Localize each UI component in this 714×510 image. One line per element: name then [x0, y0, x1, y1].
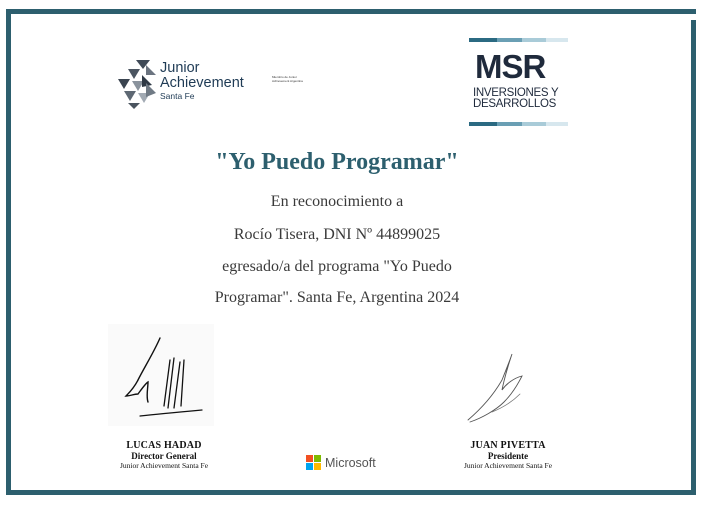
left-signer — [96, 440, 232, 471]
msr-top-bar — [469, 38, 568, 42]
msr-logo — [469, 38, 568, 126]
junior-achievement-logo — [116, 59, 316, 109]
msr-wordmark: MSR — [475, 48, 546, 85]
microsoft-wordmark: Microsoft — [325, 455, 376, 470]
left-signer-name: LUCAS HADAD — [126, 440, 202, 451]
ja-member-note: Miembro de Junior Achievement Argentina — [272, 75, 303, 83]
left-signature — [108, 324, 214, 426]
right-signer-org: Junior Achievement Santa Fe — [463, 461, 553, 470]
program-line-2: Programar". Santa Fe, Argentina 2024 — [214, 289, 460, 306]
right-signer — [440, 440, 576, 471]
right-signer-name: JUAN PIVETTA — [470, 440, 546, 451]
recipient-line: Rocío Tisera, DNI Nº 44899025 — [233, 226, 441, 243]
ja-name-line2: Achievement — [160, 75, 244, 91]
frame-corner-notch — [661, 14, 696, 20]
left-signer-org: Junior Achievement Santa Fe — [119, 461, 209, 470]
right-signature — [462, 350, 532, 426]
ja-name-line3: Santa Fe — [160, 91, 195, 101]
microsoft-windows-icon — [306, 455, 321, 470]
left-signature-area — [108, 324, 214, 426]
recognition-line: En reconocimiento a — [270, 193, 404, 210]
triangles-logo-icon — [116, 59, 158, 109]
microsoft-logo — [306, 455, 376, 470]
ja-name-line1: Junior — [160, 60, 200, 76]
msr-subtitle — [473, 88, 568, 110]
right-signer-role: Presidente — [487, 451, 529, 461]
junior-achievement-wordmark — [160, 61, 244, 101]
program-line-1: egresado/a del programa "Yo Puedo — [222, 258, 452, 275]
msr-bottom-bar — [469, 122, 568, 126]
msr-subtitle-line2: DESARROLLOS — [473, 98, 556, 110]
left-signer-role: Director General — [131, 451, 197, 461]
certificate-title: "Yo Puedo Programar" — [215, 149, 459, 175]
msr-subtitle-line1: INVERSIONES Y — [473, 87, 559, 99]
